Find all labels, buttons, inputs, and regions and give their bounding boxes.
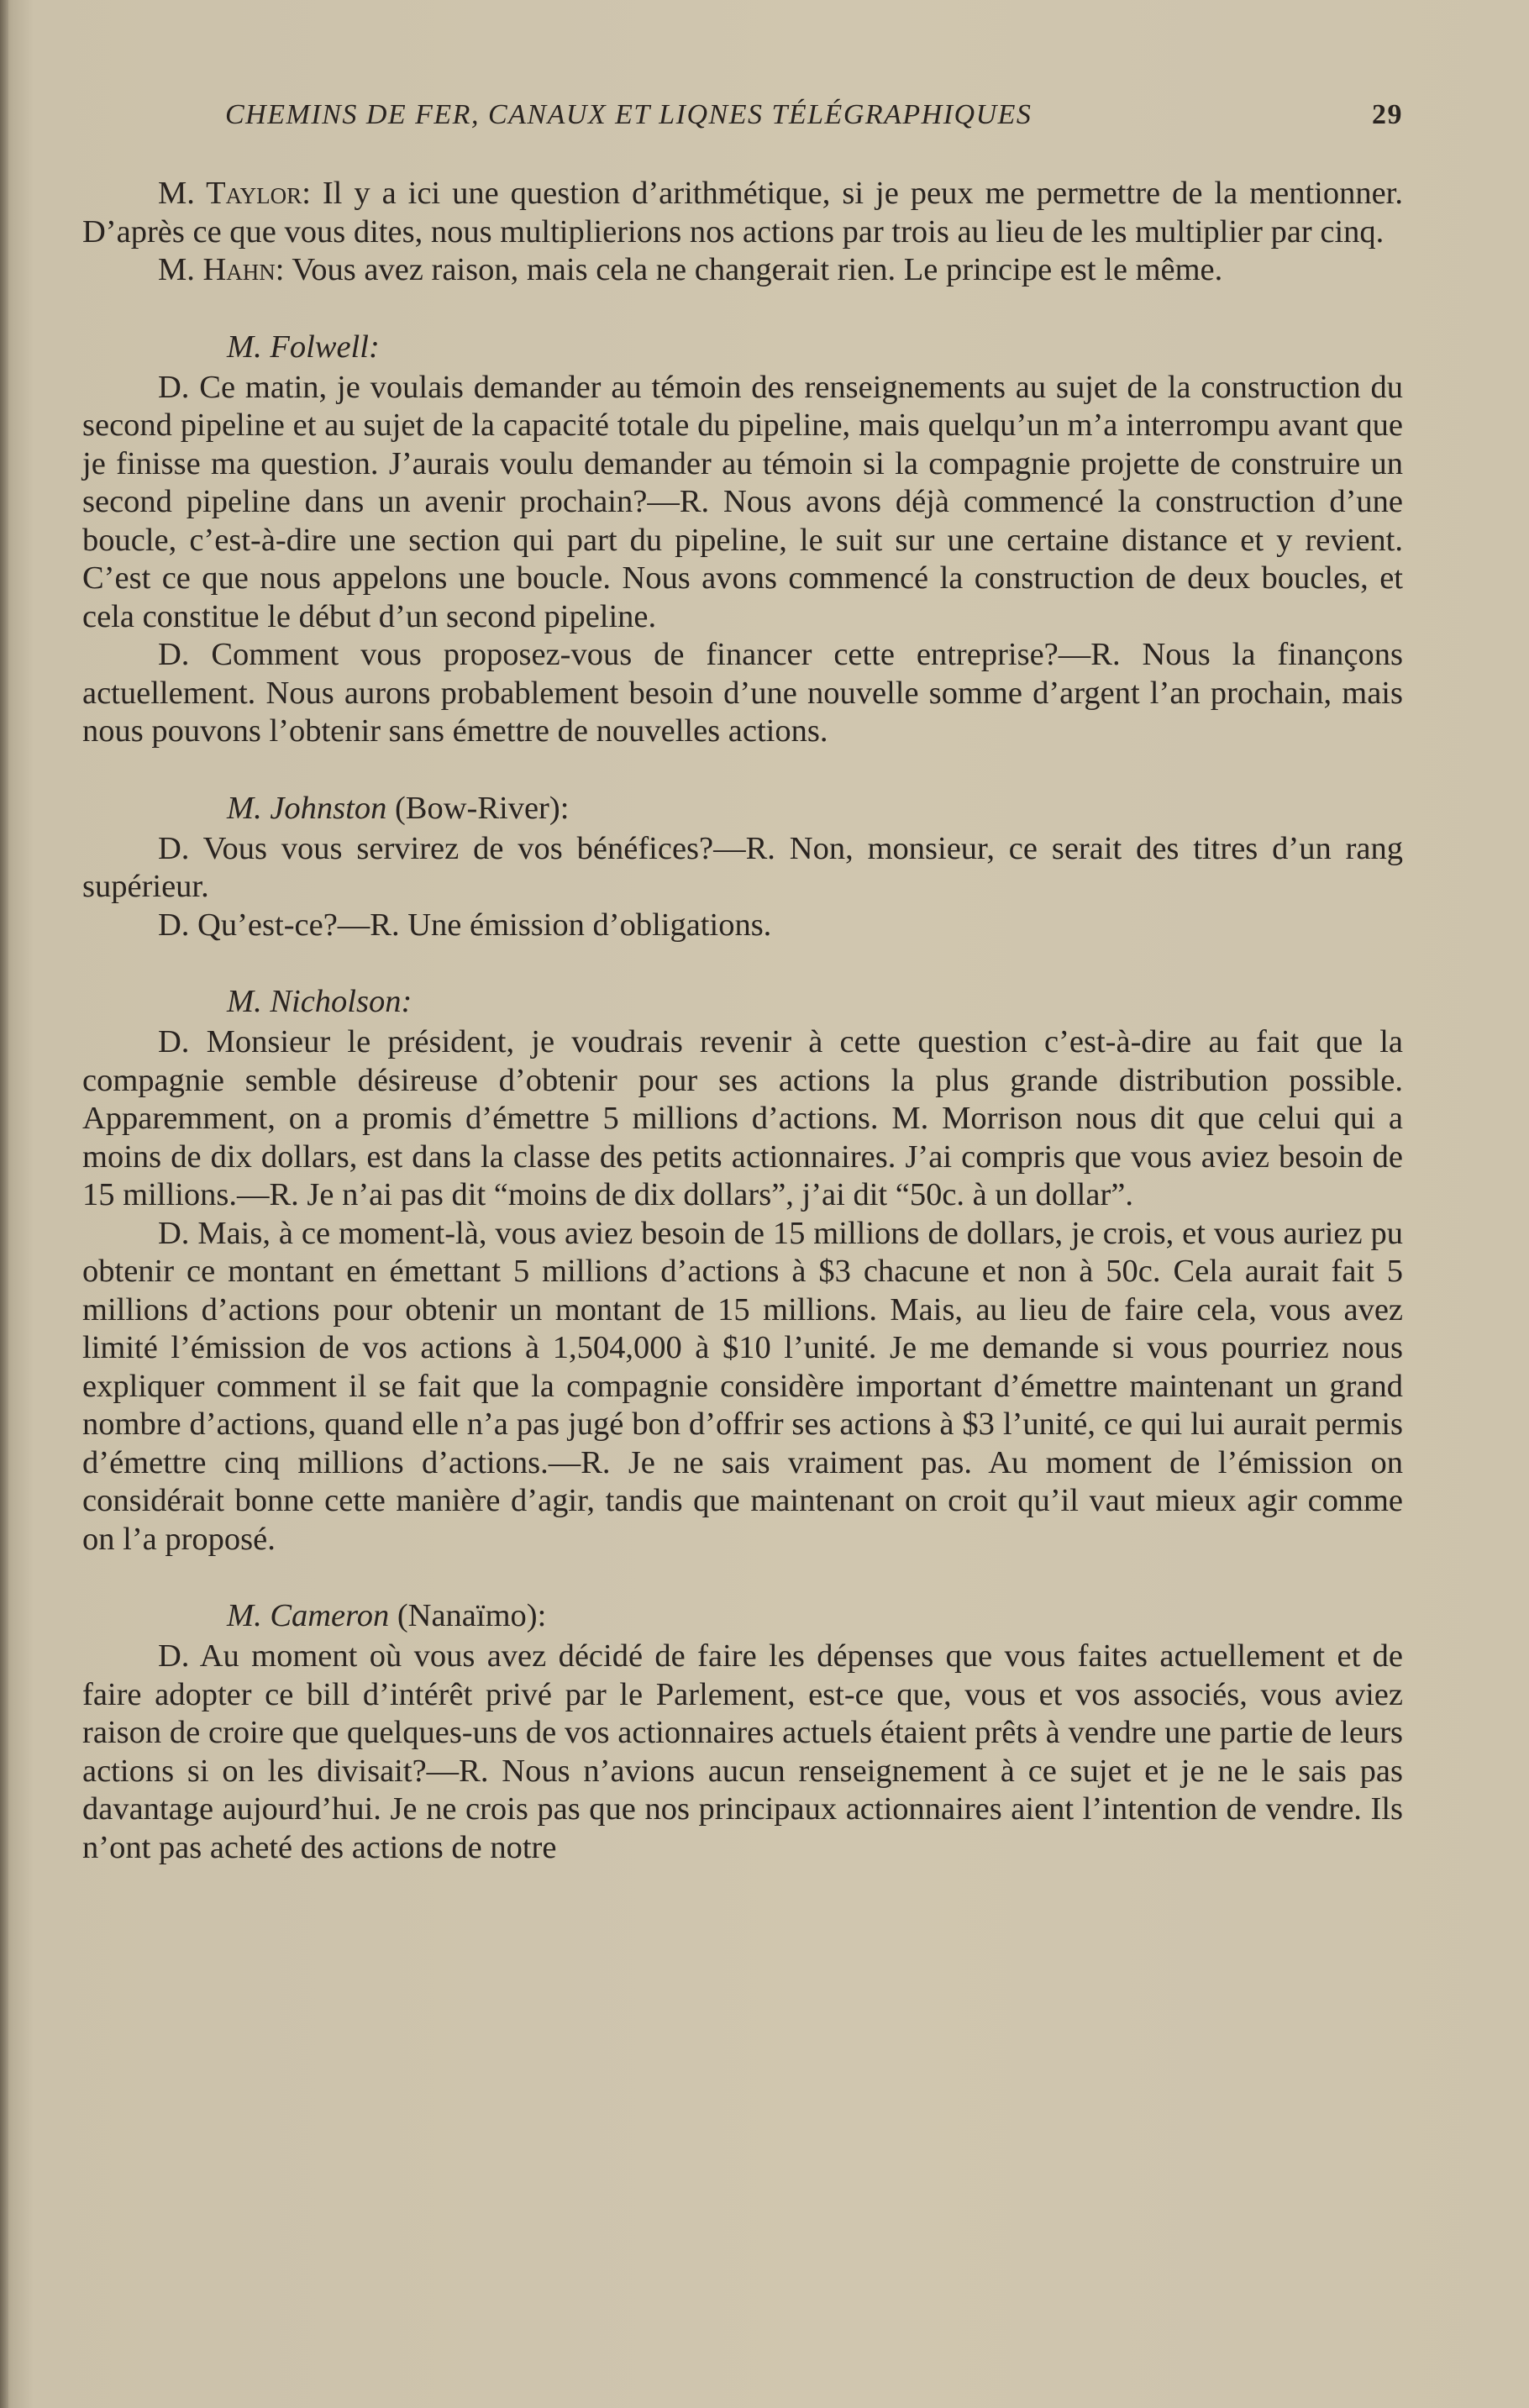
paragraph: D. Monsieur le président, je voudrais revenir à cette question c’est-à-dire au fait que la compagnie semble désireuse d’obtenir pour ses actions la plus grande distribution possible. Apparemment, on a promis d’émettre 5 millions d’actions. M. Morrison nous dit que celui qui a moins de dix dollars, est dans la classe des petits actionnaires. J’ai compris que vous aviez besoin de 15 millions.—R. Je n’ai pas dit “moins de dix dollars”, j’ai dit “50c. à un dollar”.: [82, 1024, 1403, 1212]
paragraph: [82, 175, 1403, 251]
speaker-heading: [82, 790, 1403, 828]
paragraph: D. Comment vous proposez-vous de financer cette entreprise?—R. Nous la finançons actuellement. Nous aurons probablement besoin d’une nouvelle somme d’argent l’an prochain, mais nous pouvons l’obtenir sans émettre de nouvelles actions.: [82, 637, 1403, 749]
paragraph: D. Qu’est-ce?—R. Une émission d’obligations.: [158, 907, 772, 943]
paragraph-text: : Il y a ici une question d’arithmétique, si je peux me permettre de la mentionner. D’après ce que vous dites, nous multiplierions nos actions par trois au lieu de les multiplier par cinq.: [82, 176, 1403, 250]
paragraph-text: : Vous avez raison, mais cela ne changerait rien. Le principe est le même.: [275, 252, 1223, 287]
paragraph: [82, 251, 1403, 290]
running-header: [84, 99, 1403, 141]
page-body: [82, 175, 1403, 1867]
speaker-riding: (Bow-River):: [386, 790, 570, 826]
speaker-heading: [82, 1597, 1403, 1635]
running-title: CHEMINS DE FER, CANAUX ET LIQNES TÉLÉGRAPHIQUES: [225, 99, 1032, 130]
page-binding-edge: [0, 0, 8, 2408]
paragraph: D. Ce matin, je voulais demander au témoin des renseignements au sujet de la construction du second pipeline et au sujet de la capacité totale du pipeline, mais quelqu’un m’a interrompu avant que je finisse ma question. J’aurais voulu demander au témoin si la compagnie projette de construire un second pipeline dans un avenir prochain?—R. Nous avons déjà commencé la construction d’une boucle, c’est-à-dire une section qui part du pipeline, le suit sur une certaine distance et y revient. C’est ce que nous appelons une boucle. Nous avons commencé la construction de deux boucles, et cela constitue le début d’un second pipeline.: [82, 369, 1403, 634]
speaker-heading: [82, 329, 1403, 366]
speaker-heading: [82, 983, 1403, 1021]
paragraph: D. Mais, à ce moment-là, vous aviez besoin de 15 millions de dollars, je crois, et vous auriez pu obtenir ce montant en émettant 5 millions d’actions à $3 chacune et non à 50c. Cela aurait fait 5 millions d’actions pour obtenir un montant de 15 millions. Mais, au lieu de faire cela, vous avez limité l’émission de vos actions à 1,504,000 à $10 l’unité. Je me demande si vous pourriez nous expliquer comment il se fait que la compagnie considère important d’émettre maintenant un grand nombre d’actions, quand elle n’a pas jugé bon d’offrir ses actions à $3 l’unité, ce qui lui aurait permis d’émettre cinq millions d’actions.—R. Je ne sais vraiment pas. Au moment de l’émission on considérait bonne cette manière d’agir, tandis que maintenant on croit qu’il vaut mieux agir comme on l’a proposé.: [82, 1215, 1403, 1557]
page-number: 29: [1372, 99, 1403, 130]
speaker-name: M. Folwell:: [227, 329, 380, 365]
speaker-name: M. Cameron: [227, 1598, 390, 1633]
paragraph: D. Au moment où vous avez décidé de faire les dépenses que vous faites actuellement et de faire adopter ce bill d’intérêt privé par le Parlement, est-ce que, vous et vos associés, vous aviez raison de croire que quelques-uns de vos actionnaires actuels étaient prêts à vendre une partie de leurs actions si on les divisait?—R. Nous n’avions aucun renseignement à ce sujet et je ne le sais pas davantage aujourd’hui. Je ne crois pas que nos principaux actionnaires aient l’intention de vendre. Ils n’ont pas acheté des actions de notre: [82, 1638, 1403, 1865]
paragraph: D. Vous vous servirez de vos bénéfices?—R. Non, monsieur, ce serait des titres d’un rang supérieur.: [82, 830, 1403, 904]
speaker-riding: (Nanaïmo):: [389, 1598, 547, 1633]
speaker-name: M. Taylor: [158, 176, 302, 211]
speaker-name: M. Hahn: [158, 252, 276, 287]
speaker-name: M. Nicholson:: [227, 984, 412, 1019]
speaker-name: M. Johnston: [227, 790, 387, 826]
